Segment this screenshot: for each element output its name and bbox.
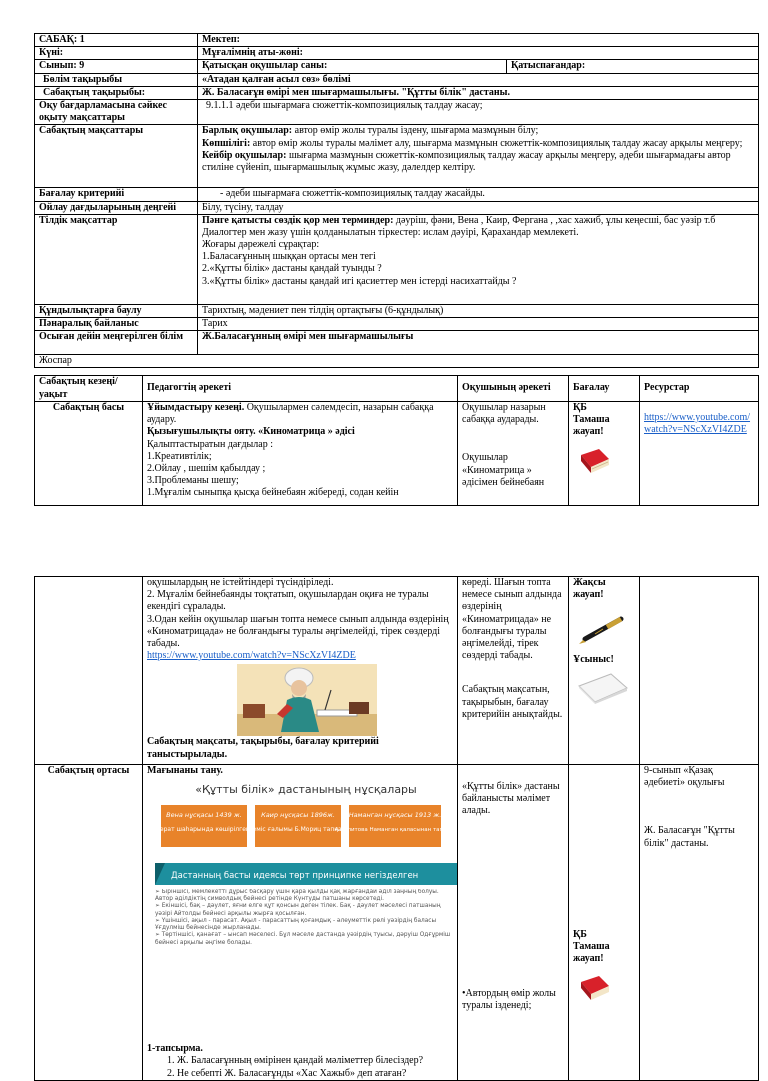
version-3-title: Наманган нұсқасы 1913 ж. xyxy=(348,811,442,820)
lang-goals-value xyxy=(198,214,759,304)
lang-goals-label: Тілдік мақсаттар xyxy=(35,214,198,304)
resources-middle xyxy=(640,765,759,1081)
lang-question-1: 1.Баласағұнның шыққан ортасы мен тегі xyxy=(202,251,376,263)
page-2 xyxy=(0,560,768,1079)
resource-textbook: 9-сынып «Қазақ әдебиеті» оқулығы xyxy=(644,765,725,789)
assessment-excellent: Тамаша жауап! xyxy=(573,414,610,438)
principle-3: ➢ Үшіншісі, ақыл - парасат. Ақыл - парасаттың қоғамдық - әлеуметтік рөлі уәзірдің баласы Ұғдулміш бейнесінде жырланады. xyxy=(155,918,437,932)
versions-slide xyxy=(151,779,458,1041)
skill-3: 3.Проблеманы шешу; xyxy=(147,475,239,487)
slide-title: «Құтты білік» дастанының нұсқалары xyxy=(195,783,417,797)
video-link[interactable]: https://www.youtube.com/watch?v=NScXzVI4ZDE xyxy=(147,650,356,662)
student-goals: Сабақтың мақсатын, тақырыбын, бағалау критерийін анықтайды. xyxy=(462,684,563,720)
stage-start-cont xyxy=(35,577,143,765)
resource-epic: Ж. Баласағұн "Құтты білік" дастаны. xyxy=(644,825,735,849)
cross-subject-label: Пәнаралық байланыс xyxy=(35,317,198,330)
student-kinomatrix-cont: көреді. Шағын топта немесе сынып алдында өздерінің «Киноматрицада» не болғандығы туралы әңгімелейді, тірек сөздерді табады. xyxy=(462,577,562,662)
plan-table-part-1 xyxy=(34,375,759,506)
col-assessment: Бағалау xyxy=(569,376,640,402)
col-stage: Сабақтың кезеңі/ уақыт xyxy=(35,376,143,402)
step-2: 2. Мұғалім бейнебаянды тоқтатып, оқушылардан оқиға не туралы екендігі сұралады. xyxy=(147,589,429,613)
student-activity-start xyxy=(458,402,569,506)
assessment-suggestion: Ұсыныс! xyxy=(573,653,614,665)
middle-title: Мағынаны тану. xyxy=(147,765,223,776)
version-1-title: Вена нұсқасы 1439 ж. xyxy=(166,811,242,820)
teacher-field: Мұғалімнің аты-жөні: xyxy=(198,47,759,60)
goals-value xyxy=(198,125,759,188)
middle-kb-label: ҚБ xyxy=(573,929,587,940)
curriculum-label: Оқу бағдарламасына сәйкес оқыту мақсаттары xyxy=(35,99,198,124)
org-text: Оқушылармен сәлемдесіп, назарын сабаққа аудару. xyxy=(147,402,434,426)
assessment-good: Жақсы жауап! xyxy=(573,577,606,601)
skills-title: Қалыптастыратын дағдылар : xyxy=(147,438,273,450)
stage-start: Сабақтың басы xyxy=(35,402,143,506)
version-2-title: Каир нұсқасы 1896ж. xyxy=(261,811,335,820)
col-student: Оқушының әрекеті xyxy=(458,376,569,402)
thinking-value: Білу, түсіну, талдау xyxy=(198,201,759,214)
paper-icon xyxy=(577,672,629,704)
student-activity-middle xyxy=(458,765,569,1081)
absent-field: Қатыспағандар: xyxy=(507,60,759,73)
col-resources: Ресурстар xyxy=(640,376,759,402)
step-1: 1.Мұғалім сыныпқа қысқа бейнебаян жібереді, содан кейін xyxy=(147,487,399,499)
lesson-number: САБАҚ: 1 xyxy=(35,34,198,47)
skill-2: 2.Ойлау , шешім қабылдау ; xyxy=(147,462,266,474)
teacher-activity-start-cont xyxy=(143,577,458,765)
resources-start-cont xyxy=(640,577,759,765)
principles-banner: Дастанның басты идеясы төрт принципке негізделген xyxy=(171,871,419,882)
topic-value: Ж. Баласағұн өмірі мен шығармашылығы. "Құтты білік" дастаны. xyxy=(198,86,759,99)
cross-subject-value: Тарих xyxy=(198,317,759,330)
book-icon xyxy=(577,445,611,477)
task-question-1: 1. Ж. Баласағұнның өмірінен қандай мәліметтер білесіздер? xyxy=(177,1055,453,1067)
values-label: Құндылықтарға баулу xyxy=(35,304,198,317)
values-value: Тарихтың, мәдениет пен тілдің ортақтығы (6-құндылық) xyxy=(198,304,759,317)
section-value: «Атадан қалған асыл сөз» бөлімі xyxy=(198,73,759,86)
goals-all-label: Барлық оқушылар: xyxy=(202,125,293,137)
version-3-text: А.Валитова Наманган қаласынан тапқан. xyxy=(334,827,456,834)
task-question-2: 2. Не себепті Ж. Баласағұнды «Хас Хажыб» деп атаған? xyxy=(177,1068,453,1080)
principle-2: ➢ Екіншісі, бақ – дәулет, яғни елге құт қонсын деген тілек. Бақ - дәулет мәселесі патшаның уәзірі Айтолды бейнесі арқылы жырға қосылған. xyxy=(155,903,441,917)
goals-all-text: автор өмір жолы туралы іздену, шығарма мазмұнын білу; xyxy=(292,125,539,137)
prior-knowledge-label: Осыған дейін меңгерілген білім xyxy=(35,331,198,355)
goals-some-text: шығарма мазмұнын сюжеттік-композициялық талдау жасау арқылы меңгеру, әдеби шығармадағы автор стиліне сүйеніп, шығармашылық жұмыс жазу, дәлелдер келтіру. xyxy=(202,149,731,173)
lang-phrases: Диалогтер мен жазу үшін қолданылатын тіркестер: ислам дәуірі, Қарахандар мемлекеті. xyxy=(202,226,579,238)
book-icon-2 xyxy=(577,972,611,1004)
task-1-questions xyxy=(147,1055,453,1079)
criteria-value: - әдеби шығармаға сюжеттік-композициялық талдау жасайды. xyxy=(198,188,759,201)
youtube-resource-link[interactable]: https://www.youtube.com/watch?v=NScXzVI4ZDE xyxy=(644,412,751,436)
grade-field: Сынып: 9 xyxy=(35,60,198,73)
stage-middle: Сабақтың ортасы xyxy=(35,765,143,1081)
lang-terms-text: дәуріш, фәни, Вена , Каир, Фергана , ,хас хажиб, ұлы кеңесші, бас уәзір т.б xyxy=(393,214,716,226)
task-1-label: 1-тапсырма. xyxy=(147,1043,203,1055)
scholar-illustration xyxy=(237,664,377,736)
goals-intro: Сабақтың мақсаты, тақырыбы, бағалау критерийі таныстырылады. xyxy=(147,736,379,760)
middle-excellent: Тамаша жауап! xyxy=(573,941,610,965)
plan-table-part-2 xyxy=(34,576,759,1081)
present-field: Қатысқан оқушылар саны: xyxy=(198,60,507,73)
goals-most-text: автор өмір жолы туралы мәлімет алу, шығарма мазмұнын сюжеттік-композициялық талдау жасау арқылы меңгеру; xyxy=(250,137,743,149)
col-teacher: Педагогтің әрекеті xyxy=(143,376,458,402)
pen-icon xyxy=(577,607,629,649)
section-label: Бөлім тақырыбы xyxy=(35,73,198,86)
date-field: Күні: xyxy=(35,47,198,60)
lesson-header-table xyxy=(34,33,759,368)
prior-knowledge-value: Ж.Баласағұнның өмірі мен шығармашылығы xyxy=(198,331,759,355)
lang-questions-title: Жоғары дәрежелі сұрақтар: xyxy=(202,239,320,251)
student-info: «Құтты білік» дастаны байланысты мәлімет алады. xyxy=(462,781,560,817)
assessment-kb-label: ҚБ xyxy=(573,402,587,413)
teacher-activity-start xyxy=(143,402,458,506)
student-attention: Оқушылар назарын сабаққа аударады. xyxy=(462,402,546,426)
page-gap xyxy=(0,520,768,560)
school-field: Мектеп: xyxy=(198,34,759,47)
topic-label: Сабақтың тақырыбы: xyxy=(35,86,198,99)
student-research: •Автордың өмір жолы туралы ізденеді; xyxy=(462,987,556,1011)
student-activity-start-cont xyxy=(458,577,569,765)
principle-4: ➢ Төртіншісі, қанағат – ынсап мәселесі. Бұл мәселе дастанда уәзірдің туысы, дәруіш Одғұрміш бейнесі арқылы әңгіме болады. xyxy=(155,932,451,946)
skill-1: 1.Креативтілік; xyxy=(147,450,212,462)
lang-question-2: 2.«Құтты білік» дастаны қандай туынды ? xyxy=(202,263,382,275)
page-1 xyxy=(0,0,768,520)
principle-1: ➢ Біріншісі, мемлекетті дұрыс басқару үшін қара қылды қақ жарғандай әділ заңның болуы. Автор әділдіктің символдық бейнесі ретінде Күнтуды патшаны көрсетеді. xyxy=(155,889,439,903)
goals-label: Сабақтың мақсаттары xyxy=(35,125,198,188)
goals-most-label: Көпшілігі: xyxy=(202,137,251,149)
lang-terms-label: Пәнге қатысты сөздік қор мен терминдер: xyxy=(202,214,394,226)
curriculum-value: 9.1.1.1 әдеби шығармаға сюжеттік-композициялық талдау жасау; xyxy=(198,99,759,124)
criteria-label: Бағалау критерийі xyxy=(35,188,198,201)
lang-question-3: 3.«Құтты білік» дастаны қандай игі қасиеттер мен істерді насихаттайды ? xyxy=(202,275,517,287)
student-kinomatrix: Оқушылар «Киноматрица » әдісімен бейнебаян xyxy=(462,452,545,488)
resources-start xyxy=(640,402,759,506)
plan-heading: Жоспар xyxy=(35,355,759,368)
assessment-start xyxy=(569,402,640,506)
version-1-text: Герат шаһарында көшірілген. xyxy=(156,826,252,834)
step-1-cont: оқушылардың не істейтіндері түсіндіріледі. xyxy=(147,577,334,588)
thinking-label: Ойлау дағдыларының деңгейі xyxy=(35,201,198,214)
org-label: Ұйымдастыру кезеңі. xyxy=(147,402,245,413)
goals-some-label: Кейбір оқушылар: xyxy=(202,149,287,161)
assessment-middle xyxy=(569,765,640,1081)
assessment-start-cont xyxy=(569,577,640,765)
interest-label: Қызығушылықты ояту. «Киноматрица » әдісі xyxy=(147,426,355,438)
version-2-text: неміс ғалымы Б.Мориц тапқан. xyxy=(248,826,348,834)
step-3: 3.Одан кейін оқушылар шағын топта немесе сынып алдында өздерінің «Киноматрицада» не болғандығы туралы әңгімелейді, тірек сөздерді табады. xyxy=(147,613,449,649)
teacher-activity-middle xyxy=(143,765,458,1081)
